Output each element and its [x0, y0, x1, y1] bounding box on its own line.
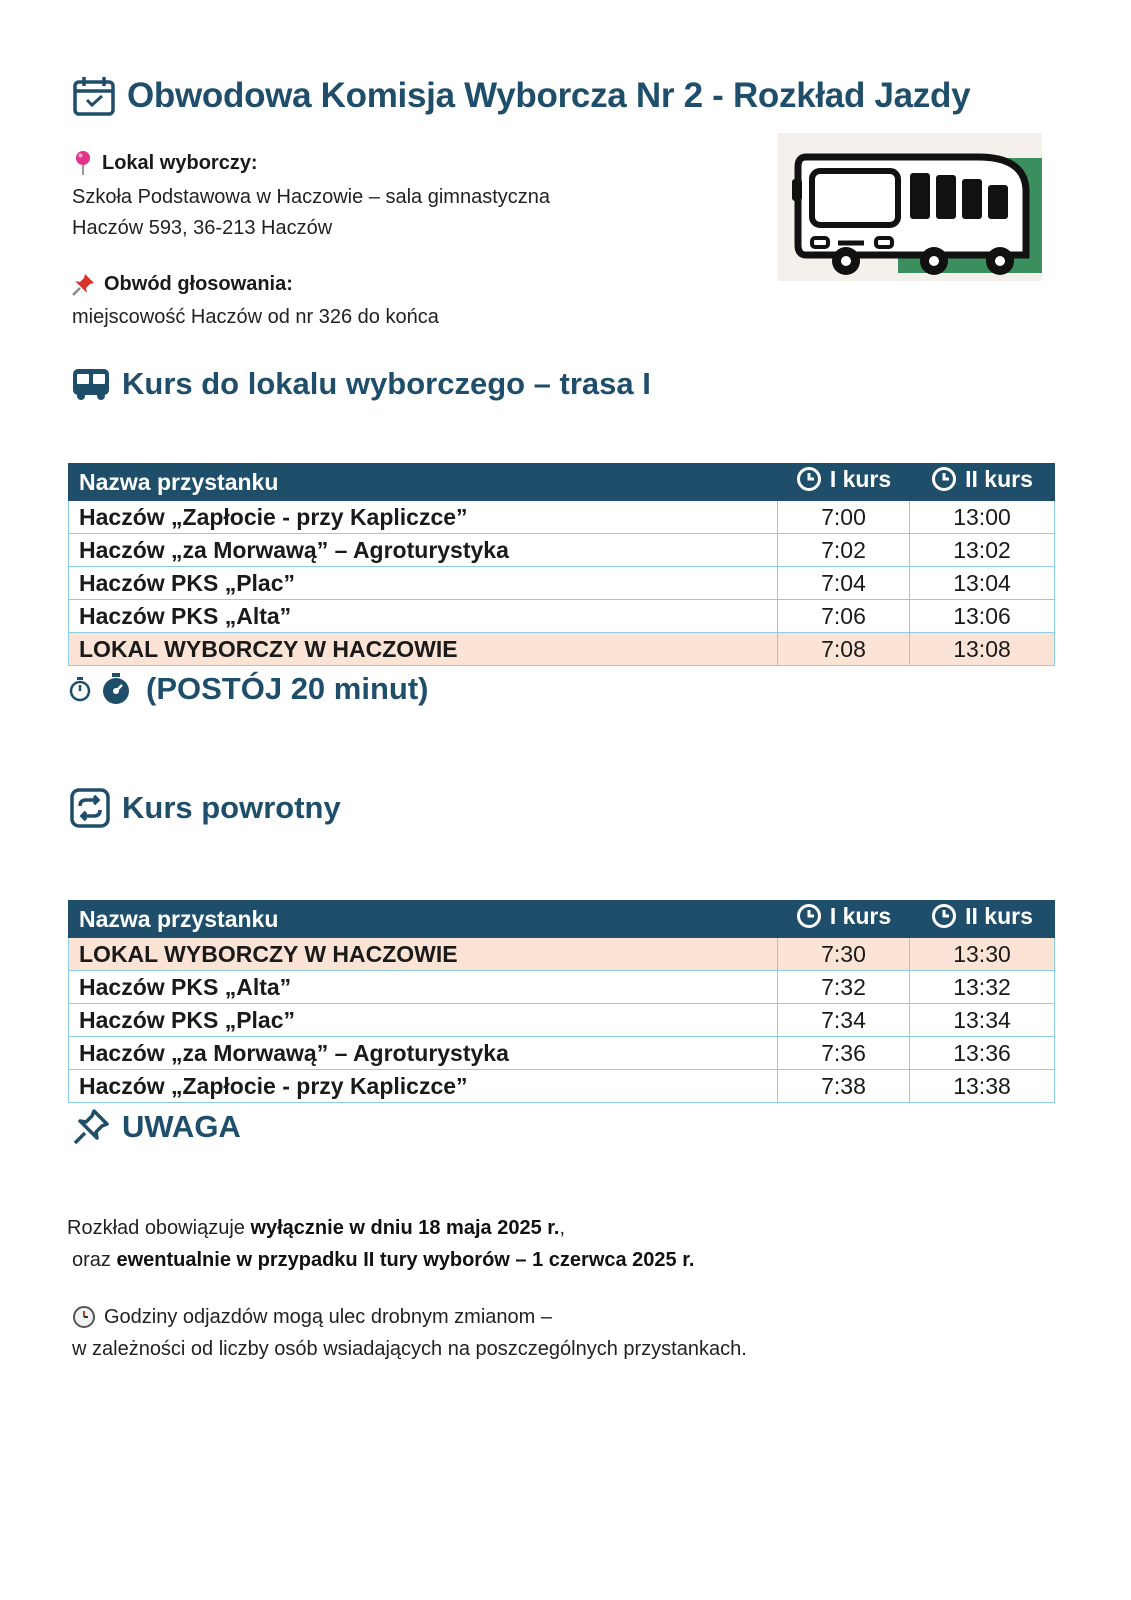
- time-run1: 7:06: [778, 600, 910, 633]
- time-run1: 7:38: [778, 1070, 910, 1103]
- column-header-run2: II kurs: [910, 464, 1055, 501]
- notice-paragraph-3: Godziny odjazdów mogą ulec drobnym zmianom –: [72, 1301, 552, 1333]
- notice-heading: UWAGA: [122, 1109, 241, 1144]
- table-header-row: [69, 464, 1055, 501]
- table-row: [69, 1070, 1055, 1103]
- stop-name: Haczów PKS „Alta”: [69, 600, 778, 633]
- column-header-stop: Nazwa przystanku: [69, 901, 778, 938]
- notice-paragraph-2: oraz ewentualnie w przypadku II tury wyborów – 1 czerwca 2025 r.: [72, 1249, 695, 1271]
- district-label: Obwód głosowania:: [104, 272, 293, 295]
- bus-illustration: [778, 133, 1042, 281]
- bus-front-icon: [72, 367, 110, 401]
- clock-icon: [931, 903, 957, 929]
- district-label-row: [72, 272, 439, 296]
- clock-icon: [72, 1305, 96, 1329]
- notice-paragraph-4: w zależności od liczby osób wsiadających na poszczególnych przystankach.: [72, 1338, 747, 1360]
- notice-date: wyłącznie w dniu 18 maja 2025 r.: [250, 1217, 560, 1239]
- time-run2: 13:04: [910, 567, 1055, 600]
- district-block: [72, 272, 439, 333]
- time-run2: 13:08: [910, 633, 1055, 666]
- bus-icon: [778, 133, 1042, 281]
- route1-heading-row: [72, 366, 651, 402]
- table-row-destination: [69, 633, 1055, 666]
- time-run2: 13:36: [910, 1037, 1055, 1070]
- page-title: Obwodowa Komisja Wyborcza Nr 2 - Rozkład Jazdy: [127, 76, 971, 115]
- time-run2: 13:00: [910, 501, 1055, 534]
- time-run2: 13:02: [910, 534, 1055, 567]
- pushpin-icon: [72, 272, 96, 296]
- table-row: [69, 600, 1055, 633]
- stop-name: Haczów PKS „Plac”: [69, 1004, 778, 1037]
- table-row: [69, 971, 1055, 1004]
- stop-name: Haczów „Zapłocie - przy Kapliczce”: [69, 1070, 778, 1103]
- time-run1: 7:32: [778, 971, 910, 1004]
- column-header-run1: I kurs: [778, 464, 910, 501]
- clock-icon: [796, 466, 822, 492]
- stop-name: LOKAL WYBORCZY W HACZOWIE: [69, 633, 778, 666]
- stop-name: Haczów „za Morwawą” – Agroturystyka: [69, 534, 778, 567]
- location-line2: Haczów 593, 36-213 Haczów: [72, 217, 333, 239]
- time-run1: 7:36: [778, 1037, 910, 1070]
- route2-heading-row: [70, 788, 341, 828]
- time-run1: 7:02: [778, 534, 910, 567]
- location-block: [72, 150, 550, 244]
- page-title-row: [73, 76, 970, 116]
- clock-icon: [931, 466, 957, 492]
- clock-icon: [796, 903, 822, 929]
- stop-name: Haczów „Zapłocie - przy Kapliczce”: [69, 501, 778, 534]
- notice-second-round: ewentualnie w przypadku II tury wyborów – 1 czerwca 2025 r.: [116, 1249, 695, 1271]
- stopover-row: [68, 671, 428, 707]
- map-pin-icon: [72, 150, 94, 176]
- route2-heading: Kurs powrotny: [122, 790, 341, 825]
- stopover-text: (POSTÓJ 20 minut): [146, 671, 429, 706]
- stop-name: LOKAL WYBORCZY W HACZOWIE: [69, 938, 778, 971]
- location-label: Lokal wyborczy:: [102, 151, 258, 174]
- stop-name: Haczów PKS „Plac”: [69, 567, 778, 600]
- district-line1: miejscowość Haczów od nr 326 do końca: [72, 306, 439, 328]
- time-run2: 13:32: [910, 971, 1055, 1004]
- location-line1: Szkoła Podstawowa w Haczowie – sala gimnastyczna: [72, 186, 550, 208]
- stop-name: Haczów PKS „Alta”: [69, 971, 778, 1004]
- route2-table: [68, 900, 1055, 1103]
- calendar-icon: [73, 76, 115, 116]
- time-run1: 7:04: [778, 567, 910, 600]
- stopwatch-icon: [68, 676, 92, 702]
- time-run2: 13:30: [910, 938, 1055, 971]
- route1-heading: Kurs do lokalu wyborczego – trasa I: [122, 366, 651, 401]
- time-run2: 13:38: [910, 1070, 1055, 1103]
- table-row: [69, 1037, 1055, 1070]
- table-row: [69, 1004, 1055, 1037]
- route1-table: [68, 463, 1055, 666]
- time-run2: 13:06: [910, 600, 1055, 633]
- time-run2: 13:34: [910, 1004, 1055, 1037]
- time-run1: 7:30: [778, 938, 910, 971]
- table-header-row: [69, 901, 1055, 938]
- pin-icon: [72, 1108, 110, 1146]
- return-arrows-icon: [70, 788, 110, 828]
- table-row: [69, 567, 1055, 600]
- column-header-run1: I kurs: [778, 901, 910, 938]
- time-run1: 7:08: [778, 633, 910, 666]
- notice-paragraph-1: Rozkład obowiązuje wyłącznie w dniu 18 maja 2025 r.,: [67, 1217, 566, 1239]
- table-row: [69, 534, 1055, 567]
- time-run1: 7:00: [778, 501, 910, 534]
- table-row: [69, 501, 1055, 534]
- time-run1: 7:34: [778, 1004, 910, 1037]
- stop-name: Haczów „za Morwawą” – Agroturystyka: [69, 1037, 778, 1070]
- table-row-origin: [69, 938, 1055, 971]
- location-label-row: [72, 150, 550, 176]
- timer-icon: [100, 672, 132, 706]
- notice-heading-row: [72, 1108, 241, 1146]
- column-header-stop: Nazwa przystanku: [69, 464, 778, 501]
- column-header-run2: II kurs: [910, 901, 1055, 938]
